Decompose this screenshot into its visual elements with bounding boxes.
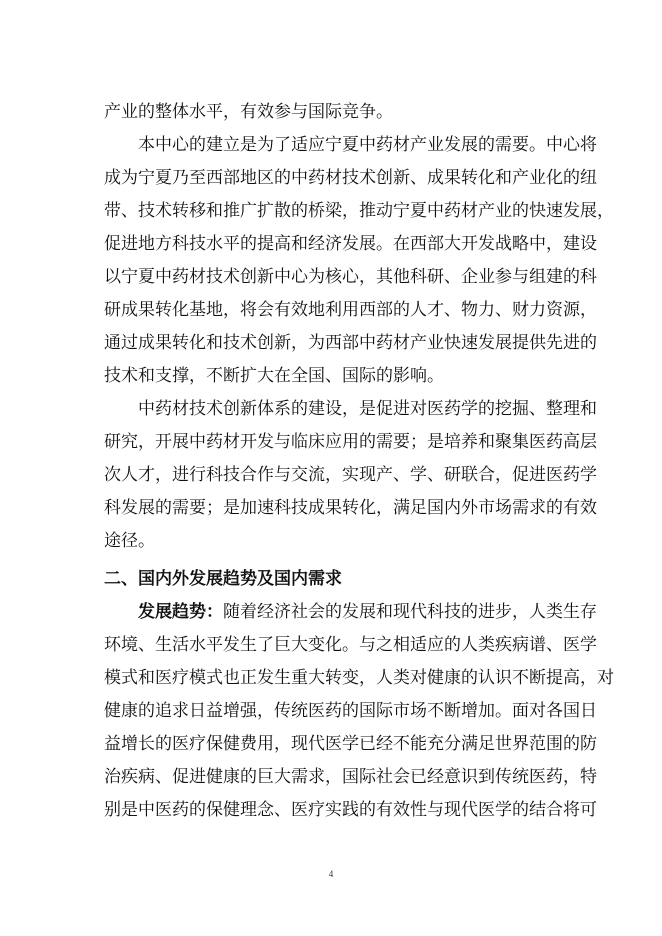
page-number: 4 <box>328 869 334 879</box>
trend-paragraph-first-line <box>104 596 597 629</box>
text-line: 带、技术转移和推广扩散的桥梁，推动宁夏中药材产业的快速发展， <box>104 201 614 221</box>
body-text <box>104 96 614 827</box>
text-line: 别是中医药的保健理念、医疗实践的有效性与现代医学的结合将可 <box>104 800 597 820</box>
paragraph-first-line: 中药材技术创新体系的建设，是促进对医药学的挖掘、整理和 <box>138 399 597 419</box>
section-heading: 二、国内外发展趋势及国内需求 <box>104 569 342 589</box>
text-line: 研究，开展中药材开发与临床应用的需要；是培养和聚集医药高层 <box>104 432 597 452</box>
text-line: 环境、生活水平发生了巨大变化。与之相适应的人类疾病谱、医学 <box>104 635 597 655</box>
text-line: 治疾病、促进健康的巨大需求，国际社会已经意识到传统医药，特 <box>104 767 597 787</box>
trend-label: 发展趋势： <box>138 602 223 622</box>
text-line: 通过成果转化和技术创新，为西部中药材产业快速发展提供先进的 <box>104 333 597 353</box>
text-line: 成为宁夏乃至西部地区的中药材技术创新、成果转化和产业化的纽 <box>104 168 597 188</box>
text-line: 产业的整体水平，有效参与国际竞争。 <box>104 102 393 122</box>
text-line: 益增长的医疗保健费用，现代医学已经不能充分满足世界范围的防 <box>104 734 597 754</box>
text-line: 途径。 <box>104 531 155 551</box>
text-line: 促进地方科技水平的提高和经济发展。在西部大开发战略中，建设 <box>104 234 597 254</box>
trend-text: 随着经济社会的发展和现代科技的进步，人类生存 <box>223 602 597 622</box>
text-line: 次人才，进行科技合作与交流，实现产、学、研联合，促进医药学 <box>104 465 597 485</box>
text-line: 科发展的需要；是加速科技成果转化，满足国内外市场需求的有效 <box>104 498 597 518</box>
text-line: 技术和支撑，不断扩大在全国、国际的影响。 <box>104 366 444 386</box>
paragraph-first-line: 本中心的建立是为了适应宁夏中药材产业发展的需要。中心将 <box>138 135 597 155</box>
text-line: 健康的追求日益增强，传统医药的国际市场不断增加。面对各国日 <box>104 701 597 721</box>
text-line: 以宁夏中药材技术创新中心为核心，其他科研、企业参与组建的科 <box>104 267 597 287</box>
text-line: 研成果转化基地，将会有效地利用西部的人才、物力、财力资源， <box>104 300 597 320</box>
text-line: 模式和医疗模式也正发生重大转变，人类对健康的认识不断提高，对 <box>104 668 614 688</box>
